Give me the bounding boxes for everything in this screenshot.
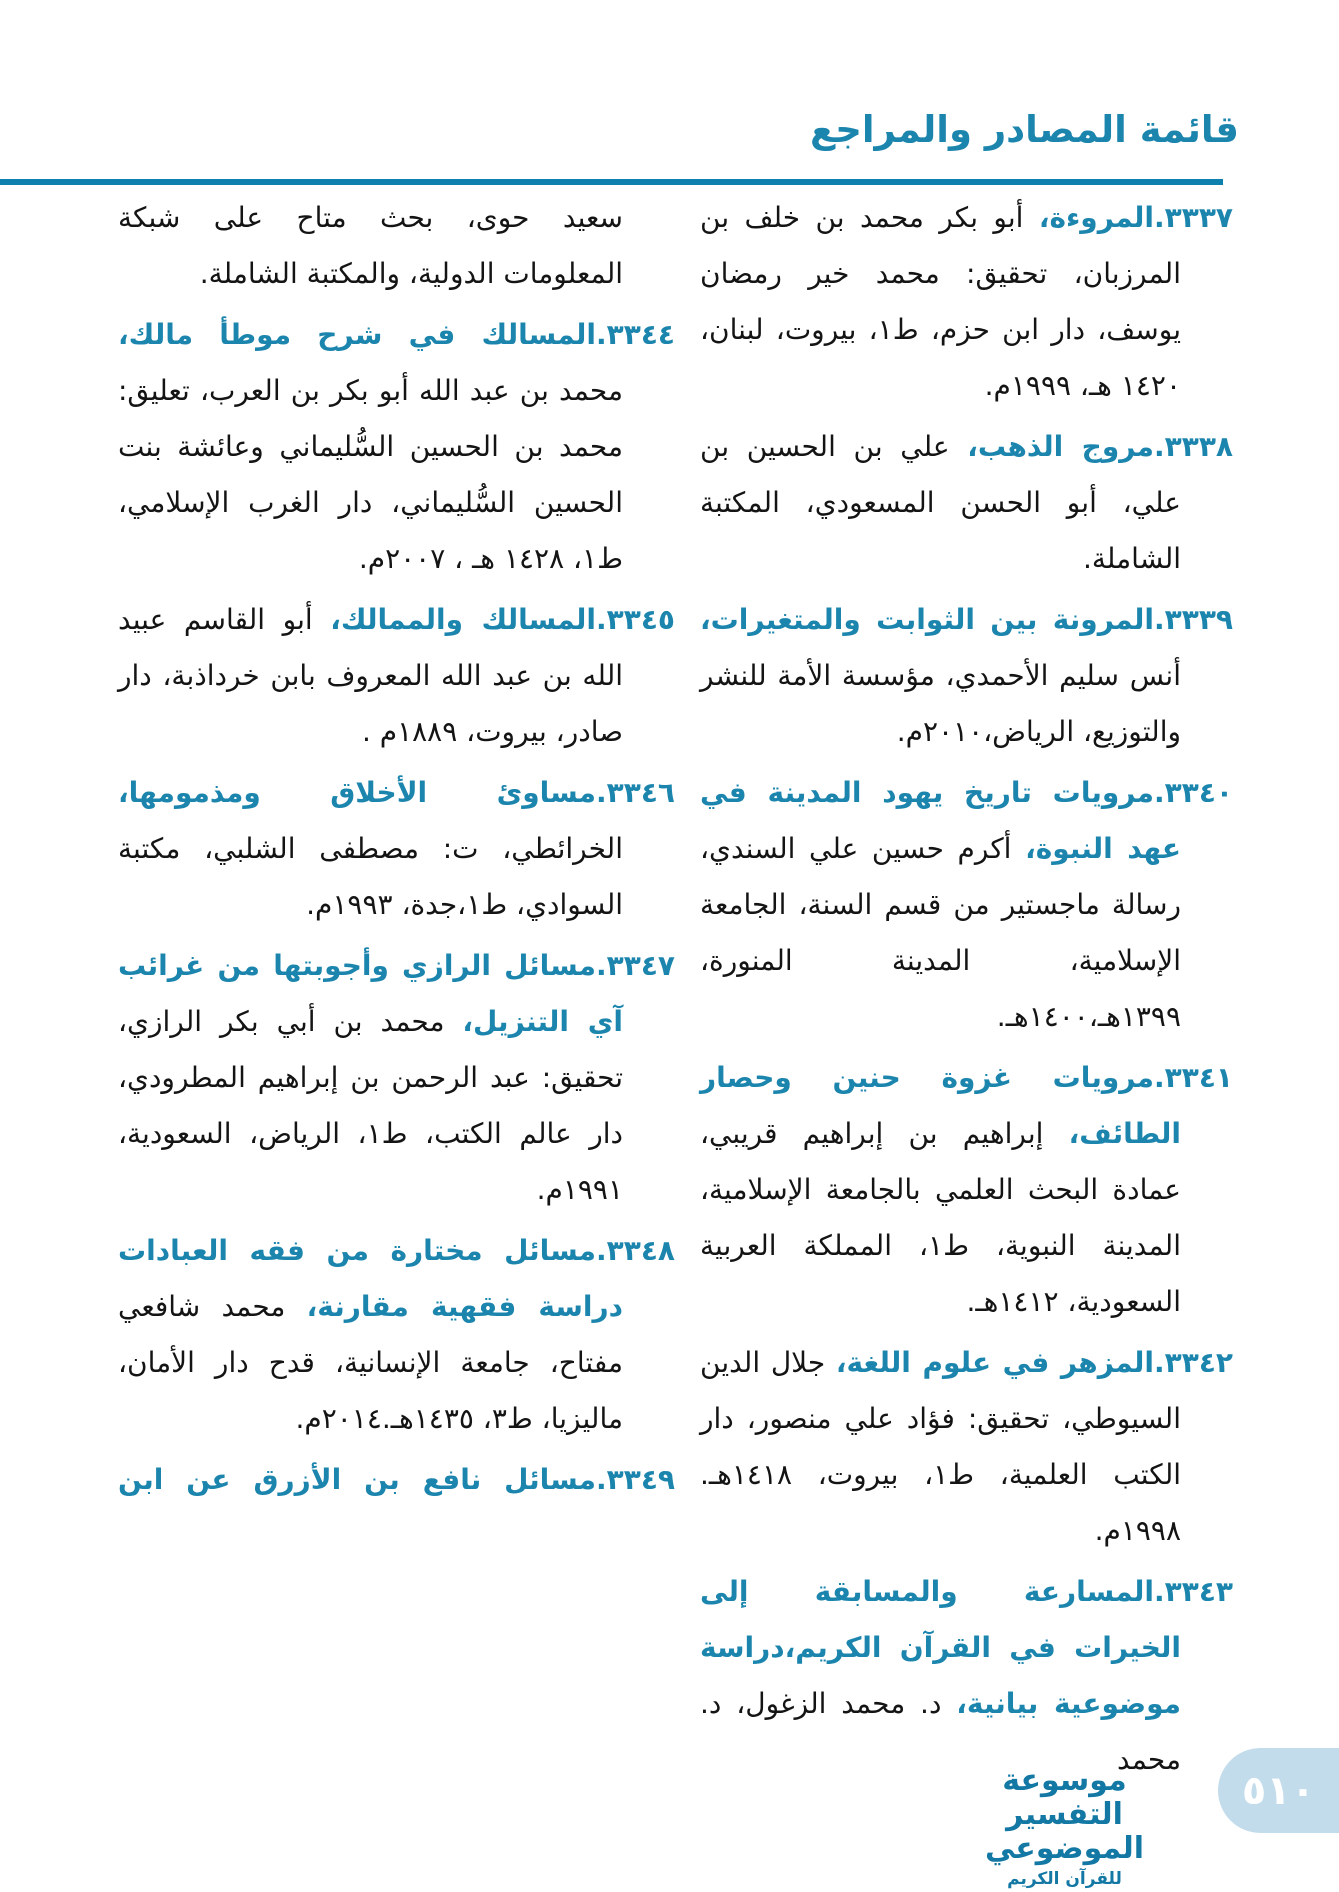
reference-entry (118, 1223, 675, 1447)
entry-number: ٣٣٤٠. (1154, 776, 1233, 809)
entry-text: إبراهيم بن إبراهيم قريبي، عمادة البحث العلمي بالجامعة الإسلامية، المدينة النبوية، ط١، المملكة العربية السعودية، ١٤١٢هـ. (700, 1117, 1181, 1318)
entry-number: ٣٣٣٨. (1154, 430, 1233, 463)
entry-text: أبو القاسم عبيد الله بن عبد الله المعروف بابن خرداذبة، دار صادر، بيروت، ١٨٨٩م . (118, 603, 623, 748)
entry-number: ٣٣٤٤. (596, 318, 675, 351)
book-logo-subtitle: للقرآن الكريم (1007, 1869, 1122, 1889)
entry-title: مرويات تاريخ يهود المدينة في عهد النبوة، (700, 776, 1181, 865)
entry-title: المسالك والممالك، (330, 603, 596, 636)
entry-number: ٣٣٤٢. (1154, 1346, 1234, 1379)
entry-text: أبو بكر محمد بن خلف بن المرزبان، تحقيق: محمد خير رمضان يوسف، دار ابن حزم، ط١، بيروت، لبنان، ١٤٢٠ هـ، ١٩٩٩م. (700, 201, 1181, 402)
reference-entry (118, 307, 675, 587)
book-logo-title: موسوعة التفسير الموضوعي (984, 1763, 1145, 1866)
entry-text: د. محمد الزغول، د. محمد (700, 1687, 1181, 1776)
entry-title: مرويات غزوة حنين وحصار الطائف، (700, 1061, 1181, 1150)
reference-entry (700, 765, 1233, 1045)
entry-title: مروج الذهب، (967, 430, 1154, 463)
reference-entry (700, 1335, 1233, 1559)
reference-entry (118, 1452, 675, 1508)
entry-text: أنس سليم الأحمدي، مؤسسة الأمة للنشر والتوزيع، الرياض،٢٠١٠م. (700, 659, 1181, 748)
entry-number: ٣٣٤٦. (596, 776, 675, 809)
entry-number: ٣٣٤١. (1154, 1061, 1233, 1094)
entry-title: مسائل الرازي وأجوبتها من غرائب آي التنزيل، (118, 949, 624, 1038)
reference-entry (700, 419, 1233, 587)
entry-title: المزهر في علوم اللغة، (835, 1346, 1155, 1379)
reference-entry (700, 1564, 1233, 1788)
reference-entry (700, 592, 1233, 760)
entry-title: المروءة، (1038, 201, 1154, 234)
entry-text: محمد بن عبد الله أبو بكر بن العرب، تعليق: محمد بن الحسين السُّليماني وعائشة بنت الحسين السُّليماني، دار الغرب الإسلامي، ط١، ١٤٢٨ هـ ، ٢٠٠٧م. (118, 374, 623, 575)
page-title: قائمة المصادر والمراجع (809, 108, 1239, 151)
entry-number: ٣٣٤٨. (596, 1234, 675, 1267)
reference-entry (700, 190, 1233, 414)
entry-title: مسائل نافع بن الأزرق عن ابن (118, 1463, 596, 1496)
entry-text: الخرائطي، ت: مصطفى الشلبي، مكتبة السوادي، ط١،جدة، ١٩٩٣م. (118, 832, 623, 921)
entry-number: ٣٣٣٩. (1154, 603, 1233, 636)
entry-text: محمد شافعي مفتاح، جامعة الإنسانية، قدح دار الأمان، ماليزيا، ط٣، ١٤٣٥هـ.٢٠١٤م. (118, 1290, 623, 1435)
entry-title: مساوئ الأخلاق ومذمومها، (118, 776, 596, 809)
references-column-right (700, 190, 1233, 1793)
entry-text: علي بن الحسين بن علي، أبو الحسن المسعودي، المكتبة الشاملة. (700, 430, 1181, 575)
entry-title: مسائل مختارة من فقه العبادات دراسة فقهية مقارنة، (118, 1234, 623, 1323)
reference-entry (118, 938, 675, 1218)
entry-title: المسالك في شرح موطأ مالك، (118, 318, 596, 351)
entry-number: ٣٣٤٥. (596, 603, 675, 636)
entry-title: المرونة بين الثوابت والمتغيرات، (700, 603, 1154, 636)
references-column-left (118, 190, 675, 1513)
page-number: ٥١٠ (1241, 1767, 1316, 1814)
book-logo (942, 1764, 1187, 1892)
entry-text: جلال الدين السيوطي، تحقيق: فؤاد علي منصور، دار الكتب العلمية، ط١، بيروت، ١٤١٨هـ. ١٩٩٨م. (700, 1346, 1181, 1547)
reference-entry (118, 765, 675, 933)
entry-title: المسارعة والمسابقة إلى الخيرات في القرآن الكريم،دراسة موضوعية بيانية، (700, 1575, 1181, 1720)
entry-number: ٣٣٣٧. (1154, 201, 1233, 234)
entry-number: ٣٣٤٧. (596, 949, 675, 982)
reference-entry (118, 592, 675, 760)
page-number-badge (1218, 1748, 1339, 1833)
header-divider (0, 179, 1223, 185)
entry-text: محمد بن أبي بكر الرازي، تحقيق: عبد الرحمن بن إبراهيم المطرودي، دار عالم الكتب، ط١، الرياض، السعودية، ١٩٩١م. (118, 1005, 623, 1206)
entry-number: ٣٣٤٣. (1154, 1575, 1233, 1608)
reference-entry (700, 1050, 1233, 1330)
entry-continuation-text: سعيد حوى، بحث متاح على شبكة المعلومات الدولية، والمكتبة الشاملة. (118, 201, 623, 290)
entry-text: أكرم حسين علي السندي، رسالة ماجستير من قسم السنة، الجامعة الإسلامية، المدينة المنورة، ١٣٩٩هـ،١٤٠٠هـ. (700, 832, 1181, 1033)
entry-number: ٣٣٤٩. (596, 1463, 675, 1496)
